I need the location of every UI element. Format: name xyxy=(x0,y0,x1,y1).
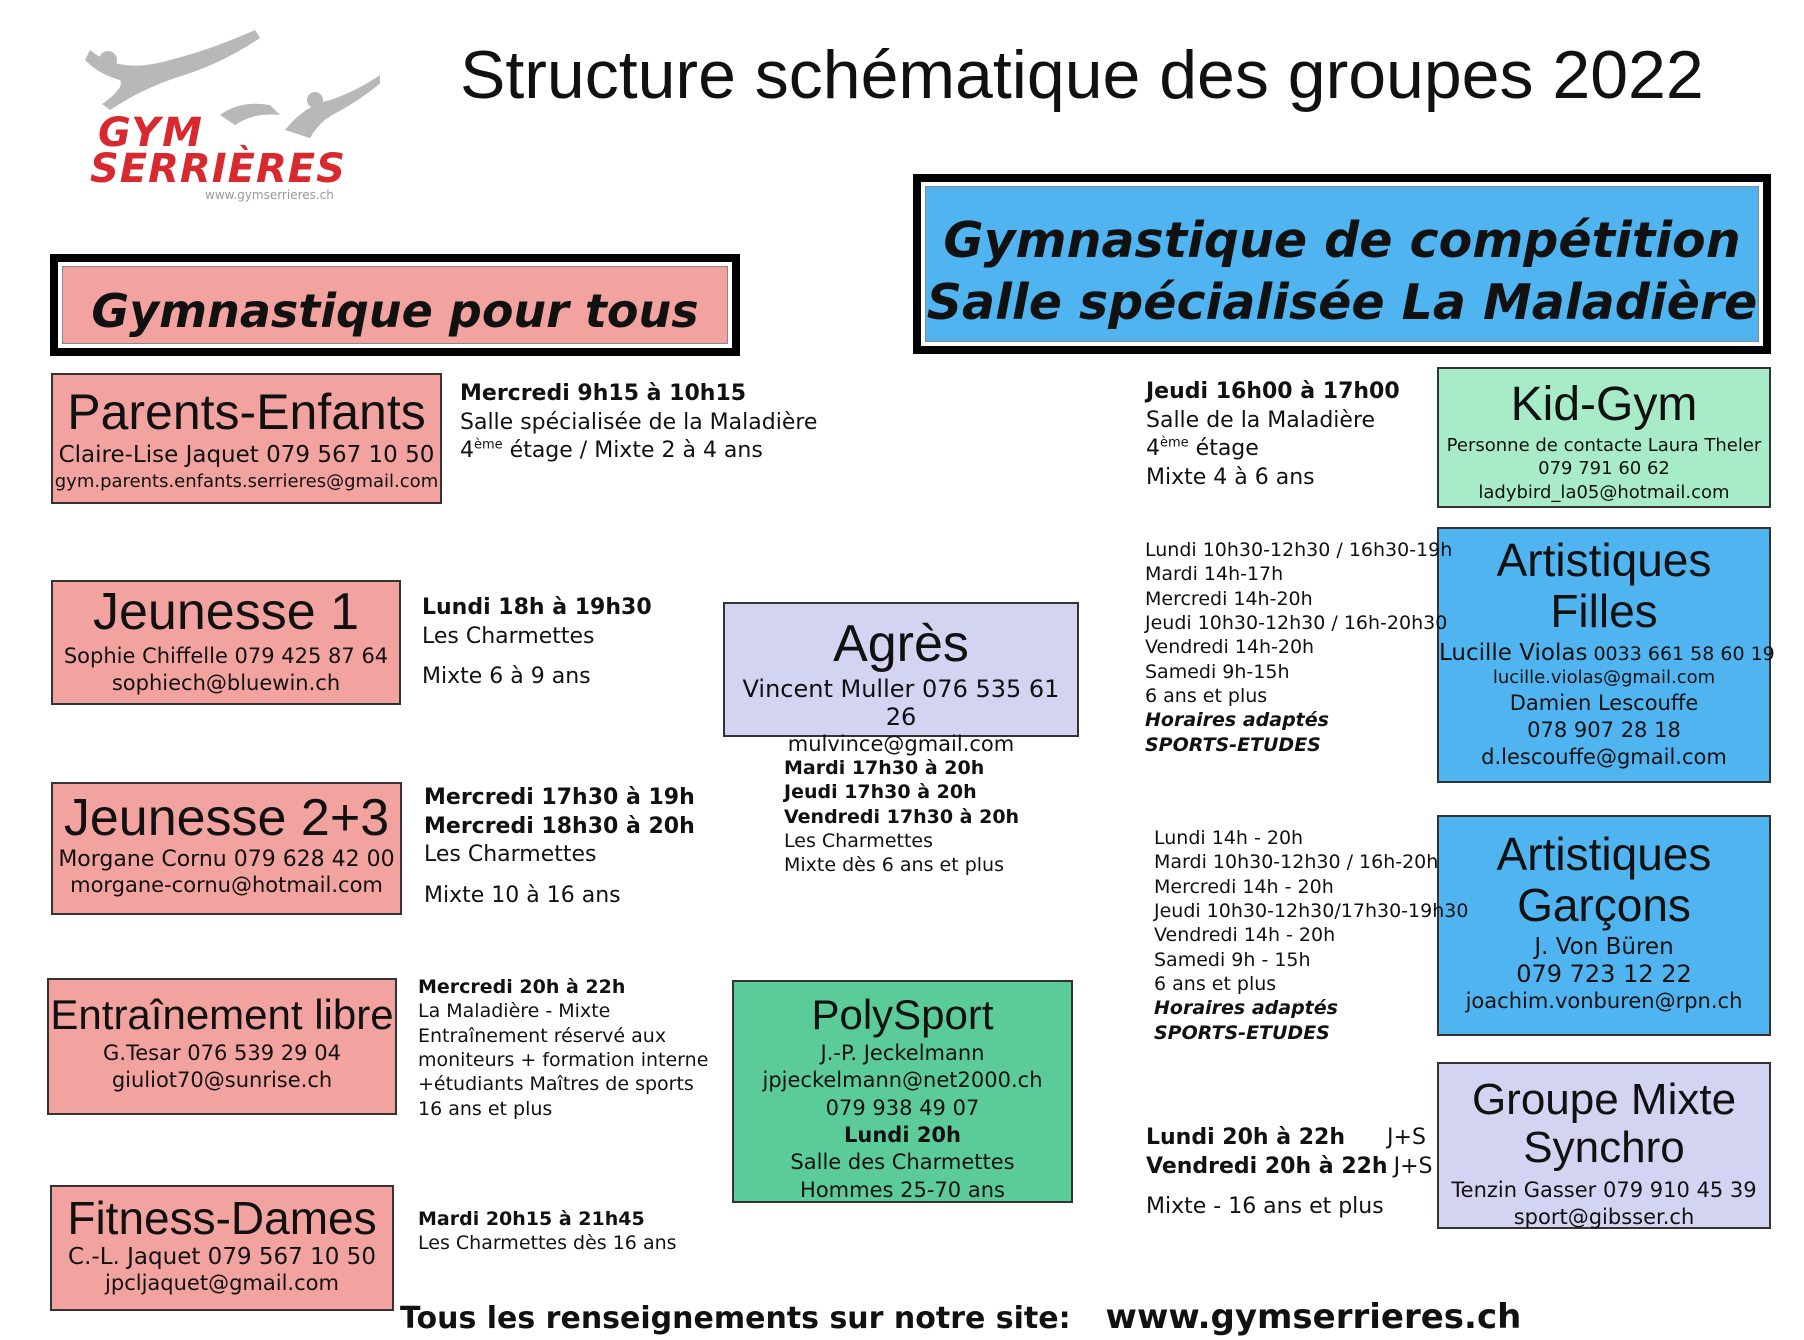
schedule-line: Entraînement réservé aux xyxy=(418,1024,667,1047)
schedule-line: Jeudi 16h00 à 17h00 xyxy=(1146,379,1400,404)
schedule-line: Mercredi 14h-20h xyxy=(1145,587,1313,610)
group-name: Fitness-Dames xyxy=(67,1192,377,1244)
schedule-line: 4ème étage xyxy=(1146,435,1259,462)
group-name: Jeunesse 1 xyxy=(93,583,359,641)
schedule-line: Salle de la Maladière xyxy=(1146,407,1376,433)
schedule-line: Mixte 6 à 9 ans xyxy=(422,664,591,690)
group-contact: Personne de contacte Laura Theler xyxy=(1446,434,1762,456)
group-artistiques-garcons xyxy=(1437,815,1771,1036)
schedule-line: Les Charmettes xyxy=(784,829,933,852)
schedule-line: Mercredi 18h30 à 20h xyxy=(424,813,695,839)
group-name: Agrès xyxy=(833,615,969,673)
schedule-line: Mercredi 14h - 20h xyxy=(1154,875,1334,898)
schedule-line: moniteurs + formation interne xyxy=(418,1048,709,1071)
group-contact: Lucille Violas 0033 661 58 60 19 xyxy=(1439,640,1775,667)
group-name: Entraînement libre xyxy=(50,991,394,1038)
schedule-line: Mixte 10 à 16 ans xyxy=(424,882,621,908)
schedule-line: 4ème étage / Mixte 2 à 4 ans xyxy=(460,437,763,464)
schedule-line: Les Charmettes xyxy=(424,842,597,868)
schedule-line: Mercredi 9h15 à 10h15 xyxy=(460,381,747,406)
group-kid-gym xyxy=(1437,367,1771,508)
schedule-line: Les Charmettes xyxy=(422,623,595,649)
schedule-line: La Maladière - Mixte xyxy=(418,1000,611,1023)
schedule-agres xyxy=(784,756,1019,878)
group-contact: Claire-Lise Jaquet 079 567 10 50 xyxy=(58,442,435,468)
group-email: d.lescouffe@gmail.com xyxy=(1481,745,1727,770)
footer-url[interactable]: www.gymserrieres.ch xyxy=(1105,1297,1522,1337)
banner-competition xyxy=(913,174,1771,354)
schedule-line: Mardi 20h15 à 21h45 xyxy=(418,1208,645,1230)
footer xyxy=(400,1297,1521,1337)
group-name: Kid-Gym xyxy=(1510,378,1698,431)
page-title: Structure schématique des groupes 2022 xyxy=(460,37,1704,113)
schedule-jeunesse-1 xyxy=(422,594,652,692)
group-email: jpjeckelmann@net2000.ch xyxy=(762,1068,1043,1093)
group-name: Synchro xyxy=(1523,1123,1685,1173)
group-email: jpcljaquet@gmail.com xyxy=(105,1270,339,1295)
group-email: morgane-cornu@hotmail.com xyxy=(70,873,383,898)
schedule-line: Lundi 14h - 20h xyxy=(1154,827,1304,849)
schedule-line: Jeudi 10h30-12h30 / 16h-20h30 xyxy=(1145,611,1448,634)
banner-gym-pour-tous-title: Gymnastique pour tous xyxy=(91,284,699,338)
schedule-line: Lundi 20h à 22h J+S xyxy=(1146,1125,1426,1150)
schedule-line: Samedi 9h-15h xyxy=(1145,660,1290,683)
group-email: sport@gibsser.ch xyxy=(1513,1205,1695,1230)
group-phone: 079 791 60 62 xyxy=(1538,458,1670,480)
group-entrainement-libre xyxy=(47,978,397,1115)
group-name: Garçons xyxy=(1517,878,1691,931)
banner-gym-pour-tous xyxy=(50,254,740,356)
group-jeunesse-2-3 xyxy=(51,782,402,915)
schedule-artistiques-garcons xyxy=(1154,826,1468,1045)
club-logo xyxy=(80,20,380,210)
group-contact: Morgane Cornu 079 628 42 00 xyxy=(58,847,395,873)
group-day: Lundi 20h xyxy=(844,1123,961,1148)
schedule-entrainement-libre xyxy=(418,975,708,1121)
logo-gym-text: GYM xyxy=(98,110,204,156)
schedule-line: Lundi 10h30-12h30 / 16h30-19h xyxy=(1145,539,1453,561)
group-jeunesse-1 xyxy=(51,580,401,705)
schedule-mixte-synchro xyxy=(1146,1124,1432,1222)
schedule-line: Horaires adaptés xyxy=(1145,709,1329,732)
group-contact: Vincent Muller 076 535 61 26 xyxy=(742,675,1060,732)
schedule-line: Horaires adaptés xyxy=(1154,997,1338,1020)
schedule-line: Mardi 10h30-12h30 / 16h-20h xyxy=(1154,851,1439,874)
schedule-line: 6 ans et plus xyxy=(1145,684,1268,707)
schedule-line: Mixte - 16 ans et plus xyxy=(1146,1194,1384,1220)
schedule-line: SPORTS-ETUDES xyxy=(1154,1021,1330,1044)
group-fitness-dames xyxy=(50,1185,394,1311)
group-email: lucille.violas@gmail.com xyxy=(1492,667,1716,689)
group-name: PolySport xyxy=(811,991,994,1038)
schedule-line: Lundi 18h à 19h30 xyxy=(422,595,652,620)
group-parents-enfants xyxy=(51,373,442,504)
schedule-line: Samedi 9h - 15h xyxy=(1154,948,1311,971)
group-phone: 078 907 28 18 xyxy=(1527,717,1681,742)
group-name: Filles xyxy=(1550,584,1658,637)
logo-serrieres-text: SERRIÈRES xyxy=(90,146,346,192)
logo-url: www.gymserrieres.ch xyxy=(205,188,334,202)
schedule-kid-gym xyxy=(1146,378,1400,492)
group-phone: 079 938 49 07 xyxy=(825,1095,980,1120)
schedule-line: Mixte 4 à 6 ans xyxy=(1146,464,1315,490)
group-contact: Tenzin Gasser 079 910 45 39 xyxy=(1451,1177,1757,1202)
banner-competition-line1: Gymnastique de compétition xyxy=(943,212,1741,269)
schedule-line: Mercredi 20h à 22h xyxy=(418,976,626,998)
schedule-line: Mixte dès 6 ans et plus xyxy=(784,854,1004,877)
banner-competition-line2: Salle spécialisée La Maladière xyxy=(926,274,1758,331)
schedule-line: Les Charmettes dès 16 ans xyxy=(418,1232,677,1255)
schedule-artistiques-filles xyxy=(1145,538,1452,757)
schedule-parents-enfants xyxy=(460,380,817,466)
group-email: sophiech@bluewin.ch xyxy=(111,671,341,696)
group-name: Parents-Enfants xyxy=(67,384,426,440)
group-name: Groupe Mixte xyxy=(1471,1075,1737,1124)
group-contact: J. Von Büren xyxy=(1534,934,1674,961)
schedule-line: Mardi 14h-17h xyxy=(1145,563,1284,586)
group-agres xyxy=(723,602,1079,757)
schedule-line: Vendredi 14h - 20h xyxy=(1154,924,1336,947)
schedule-line: Vendredi 17h30 à 20h xyxy=(784,805,1020,828)
group-name: Artistiques xyxy=(1496,828,1712,880)
group-email: ladybird_la05@hotmail.com xyxy=(1478,481,1730,503)
schedule-jeunesse-2-3 xyxy=(424,784,695,910)
schedule-line: 16 ans et plus xyxy=(418,1097,553,1120)
group-email: joachim.vonburen@rpn.ch xyxy=(1465,989,1743,1014)
group-venue: Salle des Charmettes xyxy=(790,1150,1015,1175)
group-contact: C.-L. Jaquet 079 567 10 50 xyxy=(68,1243,376,1270)
schedule-line: Mercredi 17h30 à 19h xyxy=(424,785,695,810)
group-email: giuliot70@sunrise.ch xyxy=(111,1068,333,1093)
schedule-line: Salle spécialisée de la Maladière xyxy=(460,409,818,435)
schedule-line: Jeudi 17h30 à 20h xyxy=(784,781,977,804)
schedule-line: Mardi 17h30 à 20h xyxy=(784,757,985,779)
group-mixte-synchro xyxy=(1437,1062,1771,1229)
group-name: Jeunesse 2+3 xyxy=(63,789,390,847)
group-contact: Sophie Chiffelle 079 425 87 64 xyxy=(63,644,389,669)
group-phone: 079 723 12 22 xyxy=(1516,960,1692,989)
group-email: mulvince@gmail.com xyxy=(787,732,1015,757)
schedule-line: Jeudi 10h30-12h30/17h30-19h30 xyxy=(1154,899,1469,922)
group-email: gym.parents.enfants.serrieres@gmail.com xyxy=(54,471,439,492)
group-artistiques-filles xyxy=(1437,527,1775,783)
schedule-line: 6 ans et plus xyxy=(1154,972,1277,995)
group-name: Artistiques xyxy=(1496,534,1712,586)
schedule-line: Vendredi 14h-20h xyxy=(1145,636,1315,659)
footer-label: Tous les renseignements sur notre site: xyxy=(400,1301,1071,1336)
group-polysport xyxy=(732,980,1073,1203)
schedule-line: +étudiants Maîtres de sports xyxy=(418,1073,694,1096)
group-contact: J.-P. Jeckelmann xyxy=(820,1041,985,1066)
group-contact: Damien Lescouffe xyxy=(1509,690,1699,715)
schedule-line: SPORTS-ETUDES xyxy=(1145,733,1321,756)
group-contact: G.Tesar 076 539 29 04 xyxy=(103,1041,341,1066)
group-age: Hommes 25-70 ans xyxy=(800,1177,1005,1202)
schedule-fitness-dames xyxy=(418,1207,677,1256)
schedule-line: Vendredi 20h à 22h J+S xyxy=(1146,1153,1433,1179)
